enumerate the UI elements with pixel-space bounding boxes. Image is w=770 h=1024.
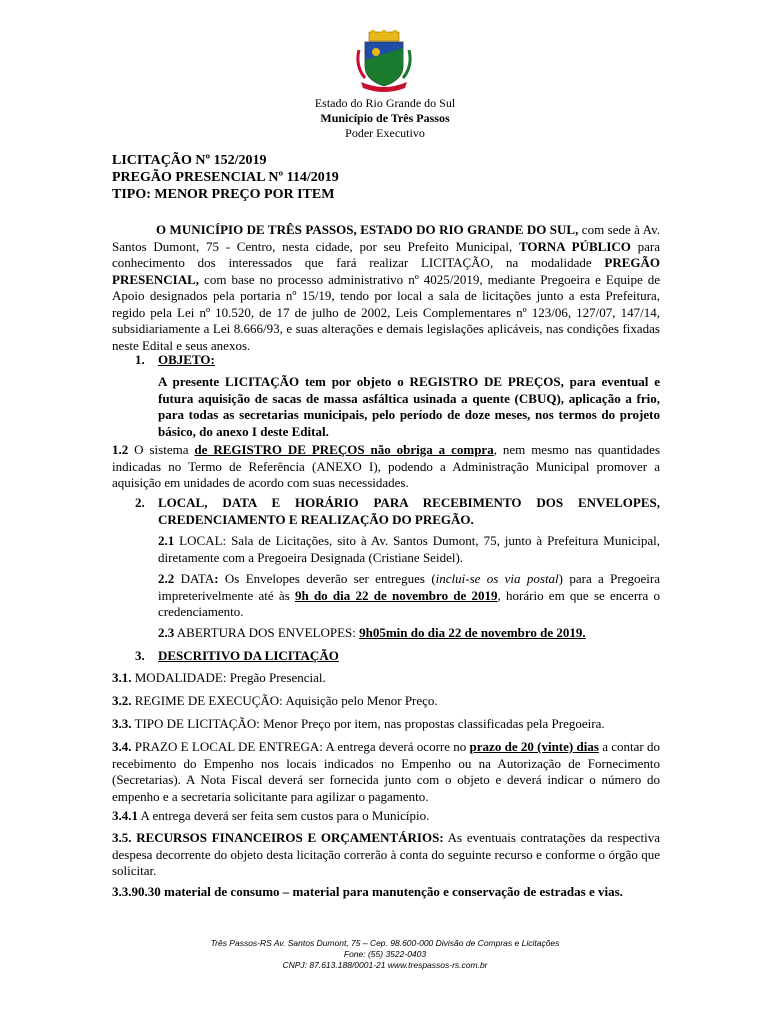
section-3-4-1-text: A entrega deverá ser feita sem custos para o Município. bbox=[138, 808, 430, 823]
section-3-heading-text: DESCRITIVO DA LICITAÇÃO bbox=[158, 648, 339, 663]
section-3-number: 3. bbox=[135, 648, 145, 663]
section-1-body: A presente LICITAÇÃO tem por objeto o REGISTRO DE PREÇOS, para eventual e futura aquisição de sacas de massa asfáltica usinada a quente (CBUQ), aplicação a frio, para todas as secretarias municipais, pelo período de doze meses, nos termos do projeto básico, do anexo I deste Edital. bbox=[158, 374, 660, 439]
section-2-1-text: LOCAL: Sala de Licitações, sito à Av. Santos Dumont, 75, junto à Prefeitura Municipal, diretamente com a Pregoeira Designada (Cristiane Seidel). bbox=[158, 533, 660, 565]
footer-cnpj-website: CNPJ: 87.613.188/0001-21 www.trespassos-rs.com.br bbox=[282, 960, 488, 970]
intro-paragraph bbox=[112, 222, 660, 354]
section-3-2-number: 3.2. bbox=[112, 693, 132, 708]
section-1-2-underlined: de REGISTRO DE PREÇOS não obriga a compra bbox=[194, 442, 494, 457]
section-2-1-paragraph bbox=[158, 533, 660, 566]
title-pregao: PREGÃO PRESENCIAL Nº 114/2019 bbox=[112, 170, 339, 185]
section-3-4-text-2: a contar do recebimento do Empenho nos locais indicados no Empenho ou na Autorização de Fornecimento (Secretarias). A Nota Fiscal deverá ser fornecida junto com o objeto e deverá indicar o número do empenho e a secretaria solicitante para agilizar o pagamento. bbox=[112, 739, 660, 804]
section-2-2-deadline: 9h do dia 22 de novembro de 2019 bbox=[294, 587, 498, 603]
section-1-number: 1. bbox=[135, 352, 145, 367]
header-state: Estado do Rio Grande do Sul bbox=[314, 96, 456, 110]
section-2-number: 2. bbox=[135, 495, 145, 510]
section-1-heading bbox=[158, 352, 660, 369]
section-1-2-text-1: O sistema bbox=[128, 442, 195, 457]
section-3-3-number: 3.3. bbox=[112, 716, 132, 731]
title-tipo: TIPO: MENOR PREÇO POR ITEM bbox=[112, 187, 335, 202]
section-2-2-paragraph bbox=[158, 571, 660, 621]
section-2-3-text: ABERTURA DOS ENVELOPES: bbox=[174, 625, 360, 640]
section-2-2-text-1: DATA bbox=[174, 571, 215, 586]
section-2-heading: LOCAL, DATA E HORÁRIO PARA RECEBIMENTO DOS ENVELOPES, CREDENCIAMENTO E REALIZAÇÃO DO PREGÃO. bbox=[158, 495, 660, 527]
section-3-3-paragraph bbox=[112, 716, 660, 733]
section-3-1-paragraph bbox=[112, 670, 660, 687]
section-1-2-paragraph bbox=[112, 442, 660, 492]
section-1-2-number: 1.2 bbox=[112, 442, 129, 457]
section-1-2-text-2: , nem mesmo nas quantidades indicadas no Termo de Referência (ANEXO I), podendo a Administração Municipal promover a aquisição em unidades de acordo com suas necessidades. bbox=[112, 442, 661, 490]
section-3-2-paragraph bbox=[112, 693, 660, 710]
section-3-4-number: 3.4. bbox=[112, 739, 132, 754]
section-2-3-number: 2.3 bbox=[158, 625, 175, 640]
section-3-1-text: MODALIDADE: Pregão Presencial. bbox=[131, 670, 326, 685]
intro-bold-3: PREGÃO PRESENCIAL, bbox=[112, 255, 660, 287]
intro-text-3: com base no processo administrativo nº 4025/2019, mediante Pregoeira e Equipe de Apoio designados pela portaria nº 15/19, tendo por local a sala de licitações junto a esta Prefeitura, regido pela Lei nº 10.520, de 17 de julho de 2002, Leis Complementares nº 123/06, 127/07, 147/14, subsidiariamente a Lei 8.666/93, e suas alterações e demais legislações aplicáveis, nas condições fixadas neste Edital e seus anexos. bbox=[112, 271, 660, 353]
municipal-coat-of-arms-icon bbox=[355, 30, 413, 92]
section-2-2-text-3: ) para a Pregoeira impreterivelmente até às bbox=[158, 571, 660, 603]
section-2-1-number: 2.1 bbox=[158, 533, 175, 548]
section-2-2-italic: inclui-se os via postal bbox=[435, 571, 559, 586]
header-municipality: Município de Três Passos bbox=[320, 111, 450, 125]
section-3-5-heading: RECURSOS FINANCEIROS E ORÇAMENTÁRIOS: bbox=[131, 830, 444, 845]
section-2-2-number: 2.2 bbox=[158, 571, 175, 586]
section-2-3-opening-time: 9h05min do dia 22 de novembro de 2019. bbox=[359, 625, 586, 640]
intro-bold-1: O MUNICÍPIO DE TRÊS PASSOS, ESTADO DO RIO GRANDE DO SUL, bbox=[156, 222, 579, 237]
section-3-5-number: 3.5. bbox=[112, 830, 132, 845]
section-2-3-paragraph bbox=[158, 625, 660, 642]
intro-text-2: para conhecimento dos interessados que fará realizar LICITAÇÃO, na modalidade bbox=[112, 238, 661, 270]
footer-address: Três Passos-RS Av. Santos Dumont, 75 – Cep. 98.600-000 Divisão de Compras e Licitações bbox=[210, 938, 560, 948]
intro-text-1: com sede à Av. Santos Dumont, 75 - Centro, nesta cidade, por seu Prefeito Municipal, bbox=[112, 222, 660, 254]
section-3-4-deadline: prazo de 20 (vinte) dias bbox=[469, 739, 599, 754]
section-3-5-paragraph bbox=[112, 830, 660, 880]
section-3-1-number: 3.1. bbox=[112, 670, 132, 685]
footer-phone: Fone: (55) 3522-0403 bbox=[343, 949, 427, 959]
section-1-heading-text: OBJETO: bbox=[158, 352, 215, 367]
section-2-2-colon: : bbox=[214, 571, 219, 586]
section-3-4-paragraph bbox=[112, 739, 660, 805]
title-licitacao: LICITAÇÃO Nº 152/2019 bbox=[112, 153, 267, 168]
header-branch: Poder Executivo bbox=[345, 126, 425, 140]
section-3-3-text: TIPO DE LICITAÇÃO: Menor Preço por item, nas propostas classificadas pela Pregoeira. bbox=[131, 716, 605, 731]
section-3-heading bbox=[158, 648, 660, 665]
section-2-2-text-4: , horário em que se encerra o credenciamento. bbox=[158, 587, 660, 619]
section-3-4-1-number: 3.4.1 bbox=[112, 808, 138, 823]
section-3-5-text: As eventuais contratações da respectiva despesa decorrente do objeto desta licitação correrão à conta do seguinte recurso e conforme o órgão que solicitar. bbox=[112, 830, 661, 878]
expense-code-paragraph: 3.3.90.30 material de consumo – material para manutenção e conservação de estradas e vias. bbox=[112, 884, 623, 899]
section-3-2-text: REGIME DE EXECUÇÃO: Aquisição pelo Menor Preço. bbox=[131, 693, 438, 708]
intro-bold-2: TORNA PÚBLICO bbox=[518, 238, 631, 254]
section-3-4-1-paragraph bbox=[112, 808, 660, 825]
section-2-2-text-2: Os Envelopes deverão ser entregues ( bbox=[218, 571, 436, 586]
section-3-4-text-1: PRAZO E LOCAL DE ENTREGA: A entrega deverá ocorre no bbox=[131, 739, 470, 754]
